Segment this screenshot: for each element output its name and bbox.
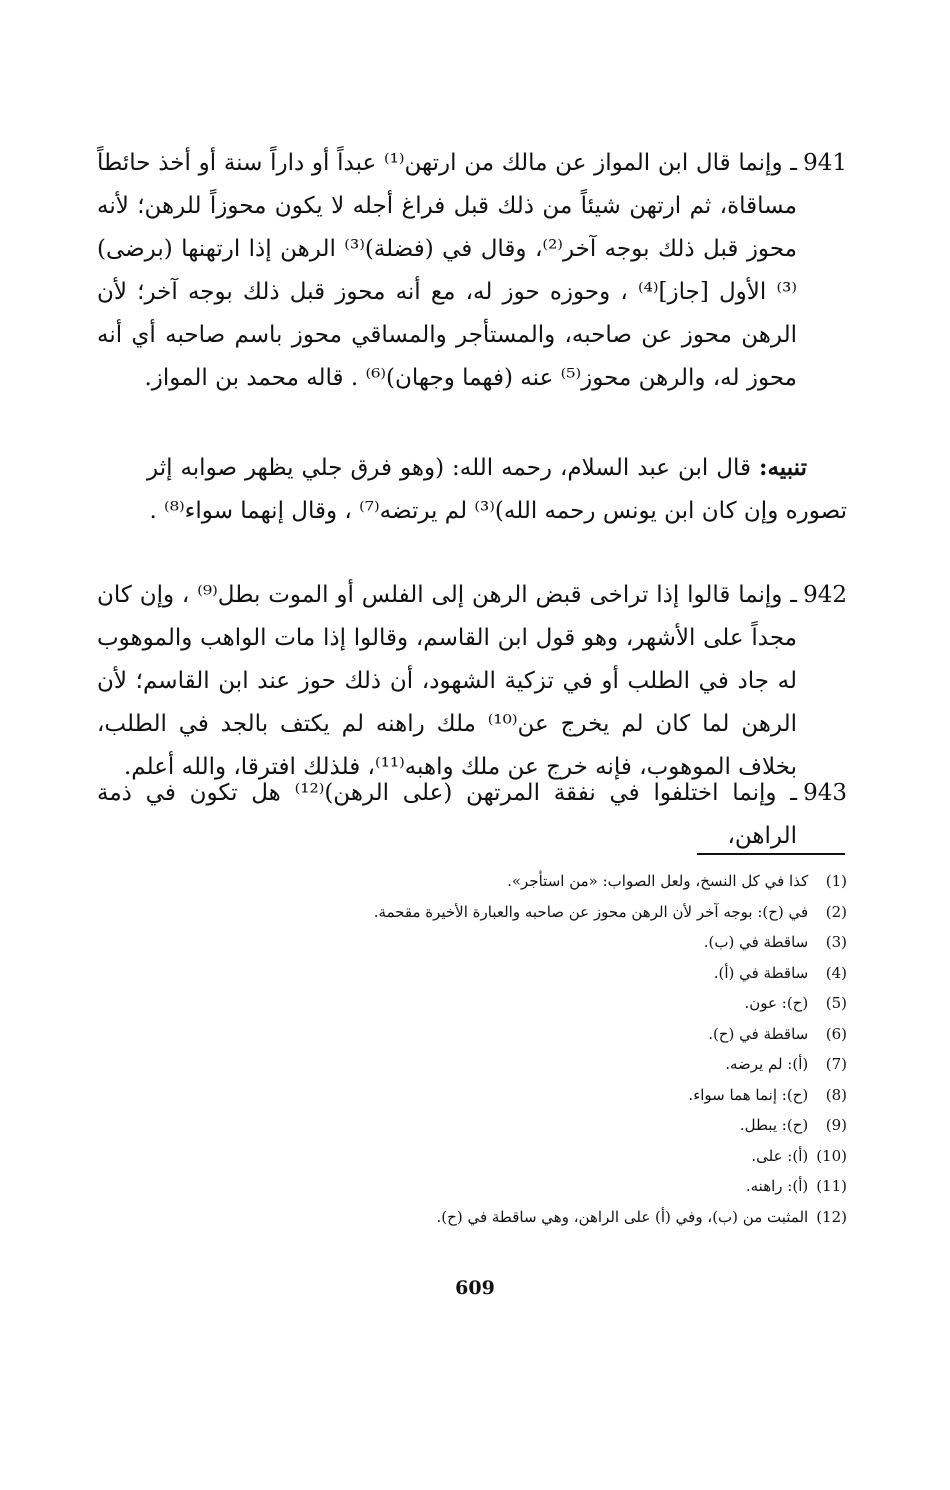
footnote [147,1202,847,1233]
paragraph-text: ـ وإنما قالوا إذا تراخى قبض الرهن إلى الفلس أو الموت بطل⁽⁹⁾ ، وإن كان مجداً على الأشهر، وهو قول ابن القاسم، وقالوا إذا مات الواهب والموهوب له جاد في الطلب أو في تزكية الشهود، أن ذلك حوز عند ابن القاسم؛ لأن الرهن لما كان لم يخرج عن⁽¹⁰⁾ ملك راهنه لم يكتف بالجد في الطلب، بخلاف الموهوب، فإنه خرج عن ملك واهبه⁽¹¹⁾، فلذلك افترقا، والله أعلم. [97,582,797,780]
footnote-text: (أ): لم يرضه. [725,1055,809,1073]
footnote-text: المثبت من (ب)، وفي (أ) على الراهن، وهي ساقطة في (ح). [436,1207,809,1226]
paragraph-text: ـ وإنما اختلفوا في نفقة المرتهن (على الرهن)⁽¹²⁾ هل تكون في ذمة الراهن، [97,780,797,849]
footnote-text: (ح): يبطل. [739,1116,809,1134]
footnote-text: (ح): عون. [744,994,809,1012]
footnote-text: (ح): إنما هما سواء. [688,1085,809,1104]
paragraph-number: 941 [803,150,847,176]
footnote-number: (4) [825,963,847,982]
footnote [147,988,847,1019]
footnote [147,958,847,989]
paragraph-number: 943 [803,780,847,806]
footnote-number: (6) [825,1024,847,1043]
footnote [147,1080,847,1111]
footnote [147,897,847,928]
footnote [147,1049,847,1080]
footnote-text: ساقطة في (أ). [713,963,809,982]
footnote-text: في (ح): بوجه آخر لأن الرهن محوز عن صاحبه والعبارة الأخيرة مقحمة. [373,902,809,921]
footnote-number: (5) [825,994,847,1012]
paragraph-number: 942 [803,582,847,608]
footnote-text: كذا في كل النسخ، ولعل الصواب: «من استأجر». [507,872,809,890]
footnote-number: (10) [816,1146,847,1165]
footnote [147,1019,847,1050]
note-text: قال ابن عبد السلام، رحمه الله: (وهو فرق جلي يظهر صوابه إثر تصوره وإن كان ابن يونس رحمه الله)⁽³⁾ لم يرتضه⁽⁷⁾ ، وقال إنهما سواء⁽⁸⁾ . [147,455,847,524]
footnote-number: (8) [825,1085,847,1104]
footnote-number: (9) [825,1116,847,1134]
footnotes [147,866,847,1232]
footnote-text: ساقطة في (ح). [708,1024,809,1043]
footnote-separator [697,853,845,855]
footnote-number: (11) [816,1177,847,1195]
footnote-number: (3) [825,933,847,951]
page-number: 609 [455,1277,495,1299]
paragraph-942 [97,574,847,789]
paragraph-text: ـ وإنما قال ابن المواز عن مالك من ارتهن⁽¹⁾ عبداً أو داراً سنة أو أخذ حائطاً مساقاة، ثم ارتهن شيئاً من ذلك قبل فراغ أجله لا يكون محوزاً للرهن؛ لأنه محوز قبل ذلك بوجه آخر⁽²⁾، وقال في (فضلة)⁽³⁾ الرهن إذا ارتهنها (برضى)⁽³⁾ الأول [جاز]⁽⁴⁾ ، وحوزه حوز له، مع أنه محوز قبل ذلك بوجه آخر؛ لأن الرهن محوز عن صاحبه، والمستأجر والمساقي محوز باسم صاحبه أي أنه محوز له، والرهن محوز⁽⁵⁾ عنه (فهما وجهان)⁽⁶⁾ . قاله محمد بن المواز. [97,150,797,391]
footnote-number: (12) [816,1207,847,1226]
paragraph-943 [97,772,847,858]
footnote-number: (1) [825,872,847,890]
footnote-number: (2) [825,902,847,921]
footnote [147,866,847,897]
footnote-text: (أ): على. [751,1146,809,1165]
footnote [147,1141,847,1172]
footnote [147,927,847,958]
footnote-text: (أ): راهنه. [745,1177,809,1195]
paragraph-941 [97,142,847,400]
footnote [147,1110,847,1141]
note-paragraph [147,446,847,533]
footnote-text: ساقطة في (ب). [703,933,809,951]
footnote-number: (7) [825,1055,847,1073]
note-label: تنبيه: [758,454,807,481]
footnote [147,1171,847,1202]
